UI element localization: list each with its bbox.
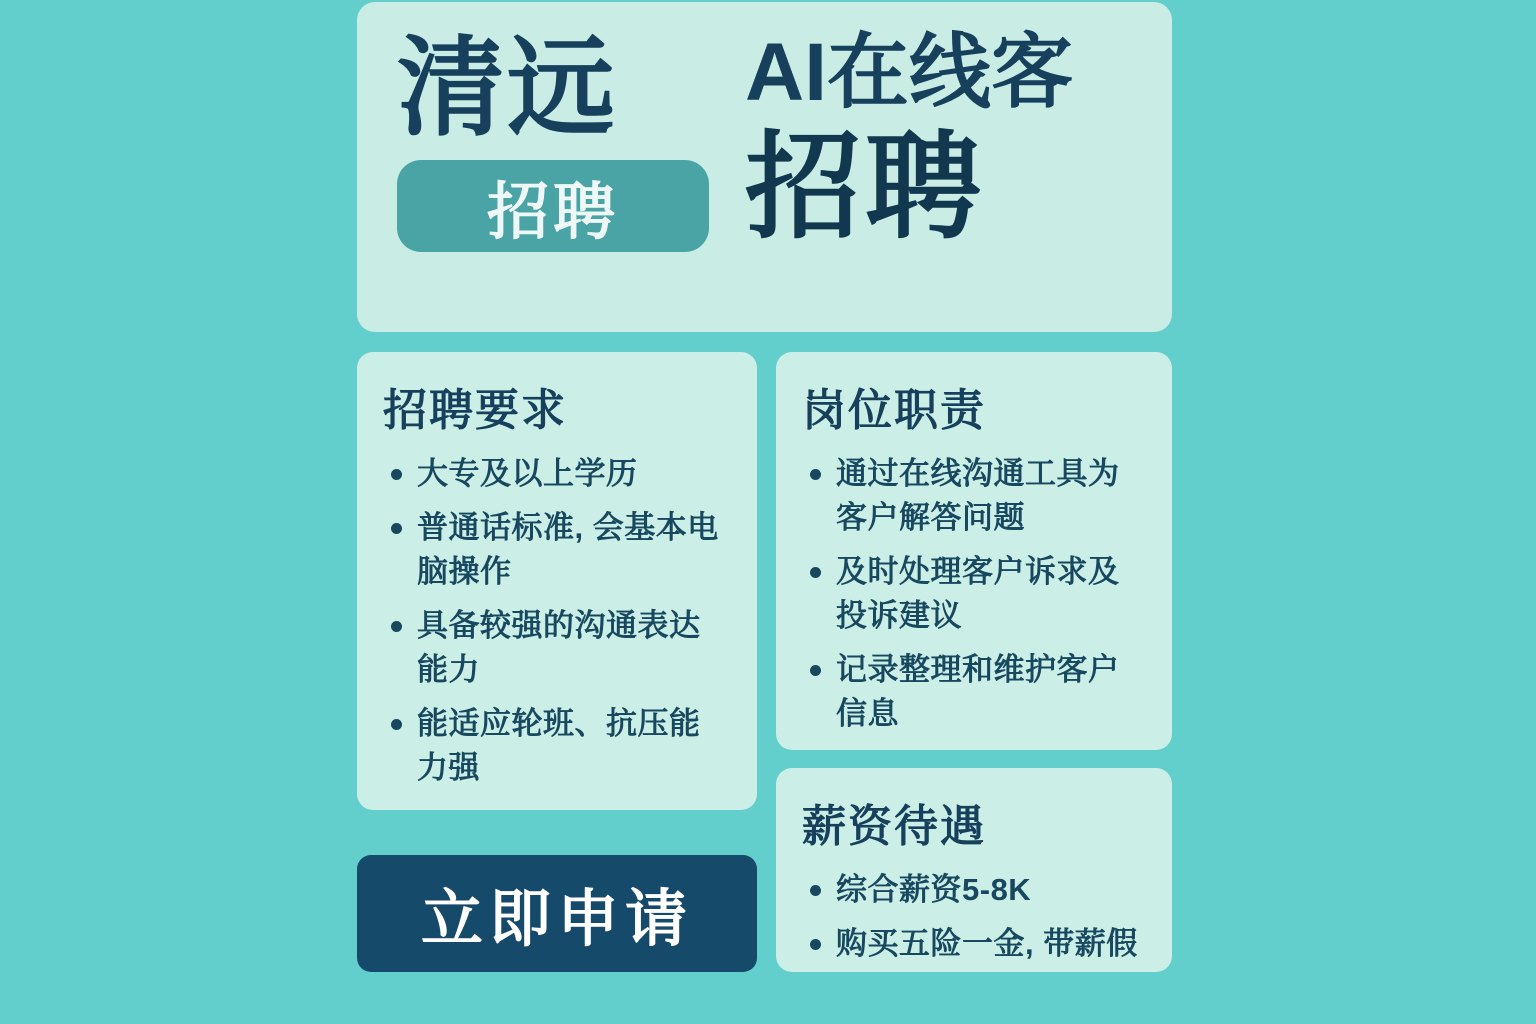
duties-title: 岗位职责 — [802, 386, 986, 435]
salary-card — [776, 768, 1172, 972]
header-headline-group — [745, 27, 1145, 253]
list-item: 普通话标准, 会基本电脑操作 — [417, 506, 731, 594]
apply-now-label: 立即申请 — [420, 885, 693, 954]
duties-list — [802, 452, 1146, 736]
apply-now-button[interactable] — [357, 855, 757, 972]
header-card — [357, 2, 1172, 332]
brand-title: 清远 — [397, 27, 618, 148]
brand-pill-label: 招聘 — [486, 177, 619, 247]
header-brand-group — [397, 26, 727, 252]
duties-card — [776, 352, 1172, 750]
list-item: 记录整理和维护客户信息 — [836, 648, 1146, 736]
requirements-list — [383, 452, 731, 790]
list-item: 能适应轮班、抗压能力强 — [417, 702, 731, 790]
list-item: 综合薪资5-8K — [836, 868, 1146, 912]
list-item: 及时处理客户诉求及投诉建议 — [836, 550, 1146, 638]
list-item: 购买五险一金, 带薪假 — [836, 922, 1146, 966]
requirements-card — [357, 352, 757, 810]
headline-secondary: 招聘 — [745, 122, 985, 253]
salary-list — [802, 868, 1146, 966]
headline-primary: AI在线客 — [745, 27, 1074, 118]
list-item: 具备较强的沟通表达能力 — [417, 604, 731, 692]
list-item: 大专及以上学历 — [417, 452, 731, 496]
brand-pill-badge — [397, 160, 709, 252]
salary-title: 薪资待遇 — [802, 802, 986, 851]
requirements-title: 招聘要求 — [383, 386, 567, 435]
list-item: 通过在线沟通工具为客户解答问题 — [836, 452, 1146, 540]
